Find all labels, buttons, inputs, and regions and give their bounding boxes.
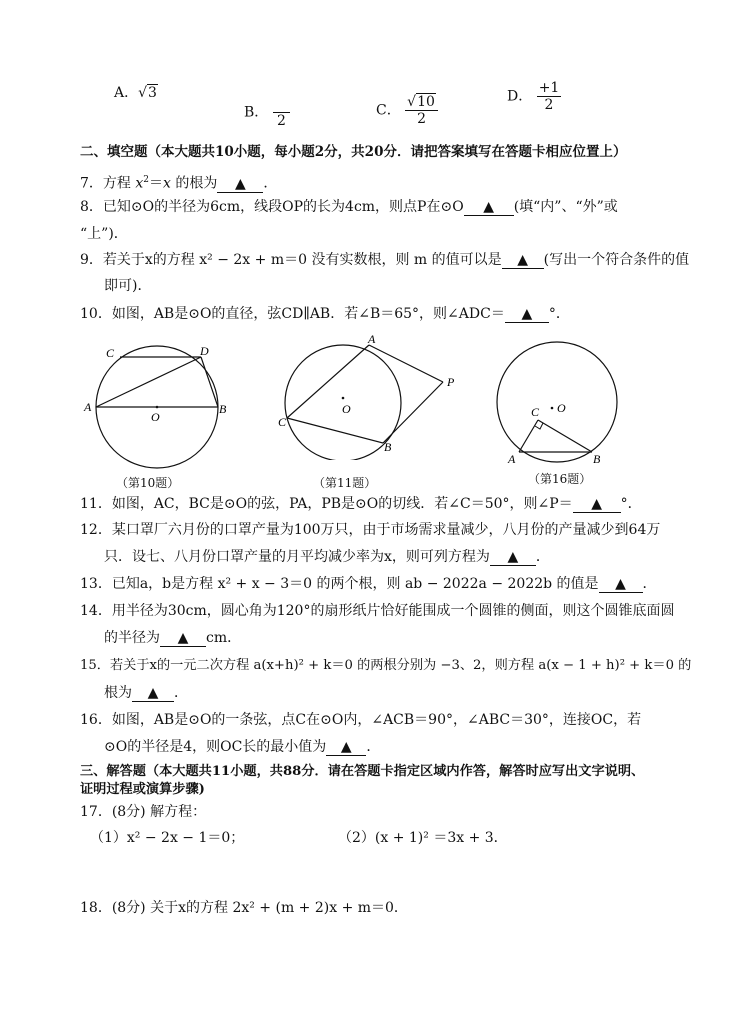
tangent-pa: [369, 345, 443, 382]
section-3-header-line-2: 证明过程或演算步骤): [80, 782, 205, 797]
question-10: 10．如图，AB是⊙O的直径，弦CD∥AB．若∠B＝65°，则∠ADC＝ ▲ °．: [80, 306, 570, 322]
label-b: B: [384, 440, 392, 454]
chord-ac: [287, 345, 369, 418]
label-d: D: [200, 344, 209, 358]
question-12-line-1: 12．某口罩厂六月份的口罩产量为100万只，由于市场需求量减少，八月份的产量减少到64万: [80, 522, 661, 538]
label-p: P: [447, 375, 455, 389]
label-o: O: [342, 402, 351, 416]
center-point: [551, 407, 554, 410]
answer-blank: ▲: [502, 252, 544, 269]
question-9-line-2: 即可)．: [104, 278, 152, 294]
label-o: O: [557, 401, 566, 415]
question-14-line-2: 的半径为 ▲ cm．: [104, 630, 242, 646]
label-a: A: [368, 332, 376, 346]
question-14-line-1: 14．用半径为30cm，圆心角为120°的扇形纸片恰好能围成一个圆锥的侧面，则这个圆锥底面圆: [80, 603, 675, 619]
answer-blank: ▲: [217, 176, 263, 193]
label-o: O: [151, 410, 160, 424]
question-16-line-2: ⊙O的半径是4，则OC长的最小值为 ▲ ．: [104, 739, 381, 755]
segment-cb: [538, 420, 592, 452]
question-15-line-1: 15．若关于x的一元二次方程 a(x+h)² + k＝0 的两根分别为 −3、2，则方程 a(x − 1 + h)² + k＝0 的: [80, 658, 692, 673]
segment-ad: [96, 357, 201, 407]
center-point: [156, 406, 159, 409]
question-18: 18．(8分) 关于x的方程 2x² + (m + 2)x + m＝0．: [80, 900, 408, 916]
option-d: D． $\frac{+1}{2}$: [507, 80, 560, 113]
tangent-pb: [383, 382, 443, 443]
answer-blank: ▲: [132, 685, 174, 702]
section-2-header: 二、填空题（本大题共10小题，每小题2分，共20分．请把答案填写在答题卡相应位置上）: [80, 144, 627, 160]
segment-db: [201, 357, 218, 407]
question-16-line-1: 16．如图，AB是⊙O的一条弦，点C在⊙O内，∠ACB＝90°，∠ABC＝30°，连接OC，若: [80, 712, 642, 728]
segment-ac: [519, 420, 538, 452]
figure-11: [275, 330, 465, 460]
question-17-part-1: （1）x² − 2x − 1＝0；: [90, 830, 245, 846]
option-a: A．√3: [114, 85, 157, 101]
figure-10-caption: （第10题）: [116, 476, 180, 490]
figure-16-caption: （第16题）: [528, 472, 592, 486]
option-b: B． 2: [244, 96, 290, 129]
figure-10: [80, 340, 240, 490]
label-a: A: [84, 400, 92, 414]
answer-blank: ▲: [599, 576, 643, 593]
label-c: C: [106, 346, 115, 360]
option-c-fraction: $\frac{√10}{2}$: [405, 94, 438, 127]
figure-11-caption: （第11题）: [313, 476, 377, 490]
label-b: B: [593, 452, 601, 466]
center-point: [342, 397, 345, 400]
question-9-line-1: 9．若关于x的方程 x² − 2x + m＝0 没有实数根，则 m 的值可以是 ▲ (写出一个符合条件的值: [80, 252, 690, 268]
question-15-line-2: 根为 ▲ ．: [104, 685, 188, 701]
label-c: C: [278, 415, 287, 429]
option-b-fraction: 2: [273, 96, 290, 129]
section-3-header-line-1: 三、解答题（本大题共11小题，共88分．请在答题卡指定区域内作答，解答时应写出文字说明、: [80, 764, 645, 779]
label-b: B: [219, 402, 227, 416]
figure-16: [490, 340, 630, 470]
answer-blank: ▲: [505, 306, 549, 323]
question-11: 11．如图，AC，BC是⊙O的弦，PA，PB是⊙O的切线．若∠C＝50°，则∠P＝ ▲ °．: [80, 496, 642, 512]
label-c: C: [531, 405, 540, 419]
question-13: 13．已知a，b是方程 x² + x − 3＝0 的两个根，则 ab − 2022a − 2022b 的值是 ▲ ．: [80, 576, 657, 592]
question-17-part-2: （2）(x + 1)² ＝3x + 3．: [338, 830, 508, 846]
answer-blank: ▲: [326, 739, 366, 756]
answer-blank: ▲: [490, 549, 536, 566]
label-a: A: [508, 452, 516, 466]
answer-blank: ▲: [464, 199, 514, 216]
question-7: 7．方程 $x^2=x$ 的根为 ▲ ．: [80, 175, 278, 192]
option-d-fraction: $\frac{+1}{2}$: [538, 80, 560, 113]
question-17-title: 17．(8分) 解方程：: [80, 804, 207, 820]
question-12-line-2: 只．设七、八月份口罩产量的月平均减少率为x，则可列方程为 ▲ ．: [104, 549, 550, 565]
question-8-line-2: “上”)．: [80, 226, 128, 242]
option-c: C． $\frac{√10}{2}$: [376, 94, 438, 127]
question-8-line-1: 8．已知⊙O的半径为6cm，线段OP的长为4cm，则点P在⊙O ▲ (填“内”、“外”或: [80, 199, 618, 215]
answer-blank: ▲: [160, 630, 206, 647]
answer-blank: ▲: [573, 496, 621, 513]
chord-bc: [287, 418, 383, 443]
option-a-radicand: 3: [148, 85, 157, 101]
